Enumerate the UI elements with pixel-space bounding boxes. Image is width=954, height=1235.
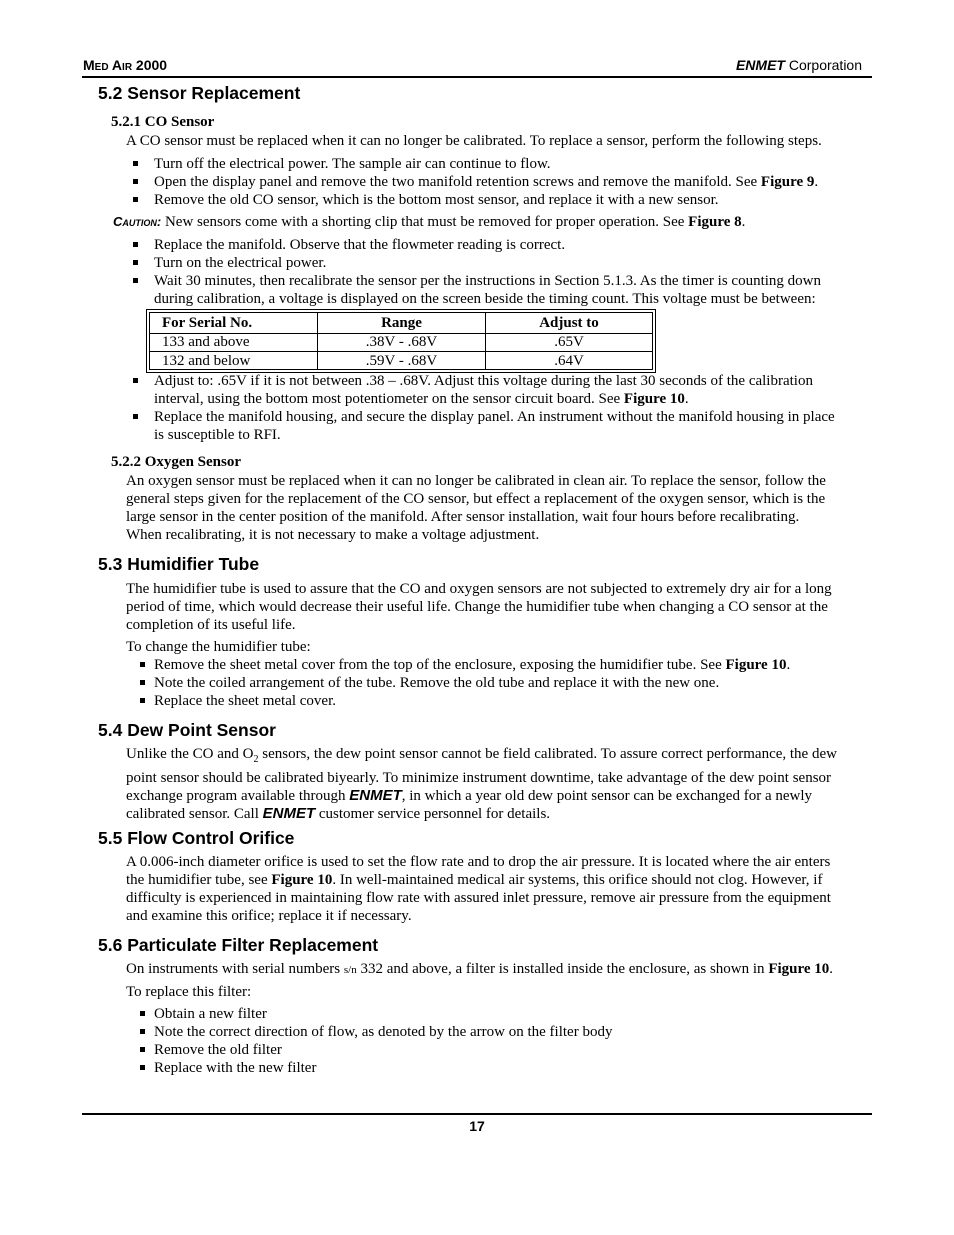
co-step-8: Replace the manifold housing, and secure the display panel. An instrument without the manifold housing in place xyxy=(154,408,872,426)
section-5-6-heading: 5.6 Particulate Filter Replacement xyxy=(98,935,379,955)
company-brand: ENMET xyxy=(735,57,785,73)
co-step-2: Open the display panel and remove the two manifold retention screws and remove the manifold. See Figure 9. xyxy=(154,173,872,191)
filter-lead: To replace this filter: xyxy=(126,984,252,1000)
table-header-adjust: Adjust to xyxy=(539,315,599,331)
co-step-4: Replace the manifold. Observe that the flowmeter reading is correct. xyxy=(154,236,872,254)
table-cell: .38V - .68V xyxy=(365,334,438,350)
caution-label: Caution: xyxy=(113,214,162,229)
running-header-title: Med Air 2000 xyxy=(83,57,168,73)
section-5-2-2-heading: 5.2.2 Oxygen Sensor xyxy=(111,454,242,470)
co-step-7-cont: interval, using the bottom most potentiometer on the sensor circuit board. See Figure 10. xyxy=(154,391,689,407)
filter-step-4: Replace with the new filter xyxy=(154,1059,872,1077)
section-5-2-heading: 5.2 Sensor Replacement xyxy=(98,83,301,103)
co-step-6-cont: during calibration, a voltage is displayed on the screen beside the timing count. This voltage must be between: xyxy=(154,291,816,307)
filter-step-1: Obtain a new filter xyxy=(154,1005,872,1023)
running-header-company xyxy=(736,57,862,73)
table-cell: .59V - .68V xyxy=(365,353,438,369)
voltage-table xyxy=(146,309,656,373)
co-step-5: Turn on the electrical power. xyxy=(154,254,872,272)
co-step-7: Adjust to: .65V if it is not between .38 – .68V. Adjust this voltage during the last 30 seconds of the calibration xyxy=(154,372,872,390)
humidifier-paragraph: The humidifier tube is used to assure that the CO and oxygen sensors are not subjected to extremely dry air for a long period of time, which would decrease their useful life. Change the humidifier tube when changing a CO sensor at the completion of its useful life. xyxy=(126,581,832,633)
table-header-range: Range xyxy=(381,315,422,331)
humidifier-step-2: Note the coiled arrangement of the tube. Remove the old tube and replace it with the new one. xyxy=(154,674,872,692)
co-step-6: Wait 30 minutes, then recalibrate the sensor per the instructions in Section 5.1.3. As the timer is counting down xyxy=(154,272,872,290)
orifice-paragraph: A 0.006-inch diameter orifice is used to set the flow rate and to drop the air pressure. It is located where the air enters the humidifier tube, see Figure 10. In well-maintained medical air systems, this orifice should not clog. However, if difficulty is experienced in maintaining flow rate with assured inlet pressure, remove air pressure from the equipment and examine this orifice; replace it if necessary. xyxy=(126,854,831,924)
header-rule xyxy=(82,76,872,78)
co-intro: A CO sensor must be replaced when it can no longer be calibrated. To replace a sensor, perform the following steps. xyxy=(126,133,822,149)
section-5-3-heading: 5.3 Humidifier Tube xyxy=(98,554,260,574)
section-5-2-1-heading: 5.2.1 CO Sensor xyxy=(111,114,215,130)
company-word: Corporation xyxy=(788,57,862,73)
section-5-5-heading: 5.5 Flow Control Orifice xyxy=(98,828,295,848)
table-cell: .64V xyxy=(554,353,584,369)
oxygen-paragraph: An oxygen sensor must be replaced when it can no longer be calibrated in clean air. To replace the sensor, follow the general steps given for the replacement of the CO sensor, but effect a replacement of the oxygen sensor, which is the large sensor in the center position of the manifold. After sensor installation, wait four hours before recalibrating. When recalibrating, it is not necessary to make a voltage adjustment. xyxy=(126,473,826,543)
table-cell: 132 and below xyxy=(162,353,251,369)
table-cell: 133 and above xyxy=(162,334,250,350)
filter-paragraph: On instruments with serial numbers s/n 332 and above, a filter is installed inside the enclosure, as shown in Figure 10. xyxy=(126,961,834,977)
caution-note: Caution: New sensors come with a shorting clip that must be removed for proper operation. See Figure 8. xyxy=(113,214,746,230)
table-header-serial: For Serial No. xyxy=(162,315,253,331)
humidifier-lead: To change the humidifier tube: xyxy=(126,639,311,655)
page-number: 17 xyxy=(469,1118,485,1134)
co-step-3: Remove the old CO sensor, which is the bottom most sensor, and replace it with a new sensor. xyxy=(154,191,872,209)
humidifier-step-1: Remove the sheet metal cover from the top of the enclosure, exposing the humidifier tube. See Figure 10. xyxy=(154,656,872,674)
co-step-1: Turn off the electrical power. The sample air can continue to flow. xyxy=(154,155,872,173)
footer-rule xyxy=(82,1113,872,1115)
dew-point-paragraph: Unlike the CO and $O_2$ sensors, the dew point sensor cannot be field calibrated. To assure correct performance, the dew point sensor should be calibrated biyearly. To minimize instrument downtime, take advantage of the dew point sensor exchange program available through ENMET, in which a year old dew point sensor can be exchanged for a newly calibrated sensor. Call ENMET customer service personnel for details. xyxy=(126,746,837,822)
filter-step-2: Note the correct direction of flow, as denoted by the arrow on the filter body xyxy=(154,1023,872,1041)
filter-step-3: Remove the old filter xyxy=(154,1041,872,1059)
table-cell: .65V xyxy=(554,334,584,350)
co-step-8-cont: is susceptible to RFI. xyxy=(154,427,281,443)
humidifier-step-3: Replace the sheet metal cover. xyxy=(154,692,872,710)
section-5-4-heading: 5.4 Dew Point Sensor xyxy=(98,720,276,740)
